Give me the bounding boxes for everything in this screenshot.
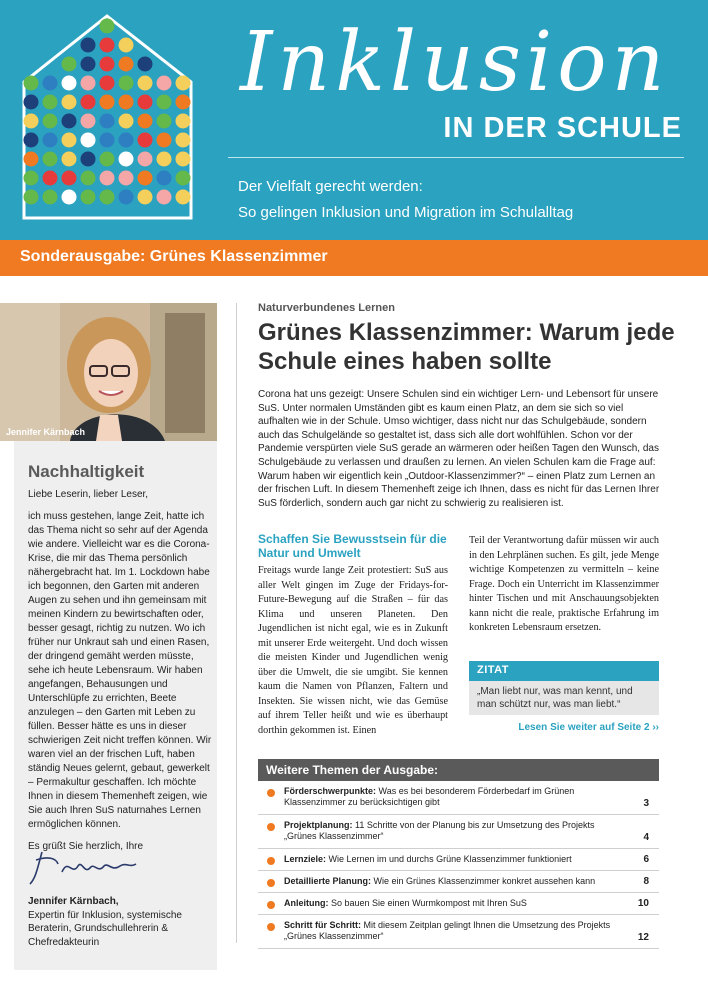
column-divider bbox=[236, 303, 237, 943]
topics-header bbox=[258, 759, 659, 781]
magazine-title: Inklusion bbox=[240, 15, 670, 110]
topic-page-number: 10 bbox=[637, 898, 649, 909]
bullet-dot-icon bbox=[267, 901, 275, 909]
topic-text: Wie ein Grünes Klassenzimmer konkret aussehen kann bbox=[371, 876, 596, 886]
logo-dot bbox=[176, 133, 191, 148]
logo-dot bbox=[138, 133, 153, 148]
logo-dot bbox=[24, 190, 39, 205]
logo-dot bbox=[24, 171, 39, 186]
article-column-1-text: Freitags wurde lange Zeit protestiert: SuS aus aller Welt gingen im Zuge der Fridays-for-Future-Bewegung auf die Straßen – für das Klima und unseren Planeten. Den Jugendlichen ist nicht egal, wie es in Zukunft mit unserer Erde weitergeht. Und doch wissen die meisten Kinder und Jugendlichen wenig über die Umwelt, die sie umgibt. Sie kennen kaum die Namen von Pflanzen, Faltern und Insekten. Sie wissen nicht, wie das Gemüse auf ihrem Teller heißt und wie es überhaupt dorthin gekommen ist. Einen bbox=[258, 565, 448, 736]
editorial-salutation: Liebe Leserin, lieber Leser, bbox=[28, 489, 149, 500]
logo-dot bbox=[81, 190, 96, 205]
author-photo bbox=[0, 303, 217, 441]
logo-dot bbox=[43, 133, 58, 148]
topic-page-number: 12 bbox=[637, 932, 649, 943]
logo-dot bbox=[24, 95, 39, 110]
tagline-line-2: So gelingen Inklusion und Migration im Schulalltag bbox=[238, 204, 574, 221]
logo-dot bbox=[24, 133, 39, 148]
logo-dot bbox=[81, 57, 96, 72]
logo-dot bbox=[62, 114, 77, 129]
topic-item[interactable] bbox=[258, 915, 659, 949]
topic-label: Förderschwerpunkte: bbox=[284, 786, 377, 796]
bullet-dot-icon bbox=[267, 879, 275, 887]
logo-dot bbox=[157, 76, 172, 91]
tagline-line-1: Der Vielfalt gerecht werden: bbox=[238, 178, 423, 195]
logo-dot bbox=[81, 152, 96, 167]
topic-label: Projektplanung: bbox=[284, 820, 353, 830]
logo-dot bbox=[43, 190, 58, 205]
topic-page-number: 6 bbox=[643, 854, 649, 865]
logo-dot bbox=[100, 76, 115, 91]
author-role: Expertin für Inklusion, systemische Beraterin, Grundschullehrerin & Chefredakteurin bbox=[28, 909, 182, 948]
logo-dot bbox=[62, 152, 77, 167]
logo-dot bbox=[157, 95, 172, 110]
author-name: Jennifer Kärnbach, bbox=[28, 896, 119, 907]
article-headline: Grünes Klassenzimmer: Warum jede Schule eines haben sollte bbox=[258, 319, 675, 375]
header-divider bbox=[228, 157, 684, 158]
topic-label: Anleitung: bbox=[284, 898, 329, 908]
logo-dot bbox=[119, 95, 134, 110]
editorial-closing: Es grüßt Sie herzlich, Ihre bbox=[28, 841, 144, 852]
bullet-dot-icon bbox=[267, 857, 275, 865]
logo-dot bbox=[157, 190, 172, 205]
logo-dot bbox=[81, 171, 96, 186]
special-edition-label: Sonderausgabe: Grünes Klassenzimmer bbox=[20, 248, 328, 265]
logo-dot bbox=[100, 19, 115, 34]
article-kicker: Naturverbundenes Lernen bbox=[258, 302, 395, 314]
topic-item[interactable] bbox=[258, 871, 659, 893]
quote-text: „Man liebt nur, was man kennt, und man schützt nur, was man liebt.“ bbox=[469, 681, 659, 715]
topic-page-number: 8 bbox=[643, 876, 649, 887]
magazine-subtitle: IN DER SCHULE bbox=[443, 112, 682, 144]
logo-dot bbox=[100, 114, 115, 129]
logo-dot bbox=[62, 190, 77, 205]
logo-dot bbox=[119, 171, 134, 186]
logo-dot bbox=[138, 76, 153, 91]
bullet-dot-icon bbox=[267, 823, 275, 831]
logo-dot bbox=[24, 152, 39, 167]
logo-dot bbox=[157, 114, 172, 129]
logo-dot bbox=[119, 114, 134, 129]
topics-heading: Weitere Themen der Ausgabe: bbox=[266, 763, 439, 777]
logo-dot bbox=[100, 171, 115, 186]
topic-item[interactable] bbox=[258, 781, 659, 815]
logo-dot bbox=[176, 114, 191, 129]
logo-dot bbox=[176, 95, 191, 110]
bullet-dot-icon bbox=[267, 789, 275, 797]
logo-dot bbox=[100, 133, 115, 148]
logo-dot bbox=[43, 152, 58, 167]
special-edition-band bbox=[0, 240, 708, 276]
editorial-text bbox=[28, 488, 212, 862]
logo-dot bbox=[81, 114, 96, 129]
topic-label: Lernziele: bbox=[284, 854, 327, 864]
tagline bbox=[238, 174, 573, 226]
logo-dot bbox=[138, 152, 153, 167]
topic-text: Was es bei besonderem Förderbedarf im Grünen Klassenzimmer zu berücksichtigen gibt bbox=[284, 786, 575, 807]
logo-dot bbox=[81, 133, 96, 148]
logo-dot bbox=[138, 114, 153, 129]
bullet-dot-icon bbox=[267, 923, 275, 931]
topic-page-number: 3 bbox=[643, 798, 649, 809]
logo-dot bbox=[176, 152, 191, 167]
house-of-colored-dots-icon bbox=[20, 12, 195, 222]
logo-dot bbox=[62, 57, 77, 72]
logo-dot bbox=[157, 152, 172, 167]
article-intro: Corona hat uns gezeigt: Unsere Schulen sind ein wichtiger Lern- und Lebensort für unsere SuS. Unter normalen Umständen gibt es kaum einen Platz, an dem sie sich so viel aufhalten wie in der Schule. Umso wichtiger, dass nicht nur das Schulgebäude, sondern auch das Schulgelände so gestaltet ist, dass sich alle dort wohlfühlen. Schon vor der Pandemie verspürten viele SuS gerade an wärmeren oder heißen Tagen den Wunsch, das Schulgebäude zu verlassen und draußen zu lernen. An vielen Schulen kam die Frage auf: Warum haben wir eigentlich kein „Outdoor-Klassenzimmer?“ – einen Platz zum Lernen an der frischen Luft. In diesem Themenheft zeige ich Ihnen, dass es nicht für das Lernen Ihrer SuS förderlich, sondern auch gar nicht zu schwierig zu realisieren ist. bbox=[258, 389, 660, 509]
article-column-2-text: Teil der Verantwortung dafür müssen wir auch in den Lehrplänen suchen. Es gilt, jede Menge wichtige Kompetenzen zu vermitteln – keine Frage. Doch ein Unterricht im Klassenzimmer hinter Tischen und mit Anschauungsobjekten kann nicht die reale, praktische Erfahrung im konkreten Lebensraum ersetzen. bbox=[469, 535, 659, 633]
article-subhead: Schaffen Sie Bewusstsein für die Natur und Umwelt bbox=[258, 532, 447, 560]
quote-header bbox=[469, 661, 659, 681]
logo-dot bbox=[176, 190, 191, 205]
topic-item[interactable] bbox=[258, 849, 659, 871]
logo-dot bbox=[43, 114, 58, 129]
topics-list bbox=[258, 781, 659, 949]
logo-dot bbox=[24, 114, 39, 129]
topic-text: 11 Schritte von der Planung bis zur Umsetzung des Projekts „Grünes Klassenzimmer“ bbox=[284, 820, 595, 841]
article-column-1 bbox=[258, 532, 448, 738]
logo-dot bbox=[100, 190, 115, 205]
logo-dot bbox=[119, 76, 134, 91]
logo-dot bbox=[157, 171, 172, 186]
logo-dot bbox=[81, 38, 96, 53]
topic-text: Mit diesem Zeitplan gelingt Ihnen die Umsetzung des Projekts „Grünes Klassenzimmer“ bbox=[284, 920, 611, 941]
logo-dot bbox=[100, 152, 115, 167]
logo-dot bbox=[81, 95, 96, 110]
topic-page-number: 4 bbox=[643, 832, 649, 843]
photo-caption: Jennifer Kärnbach bbox=[6, 427, 86, 437]
logo-dot bbox=[100, 95, 115, 110]
author-portrait-image bbox=[0, 303, 217, 441]
logo-dot bbox=[62, 76, 77, 91]
topic-item[interactable] bbox=[258, 815, 659, 849]
logo-dot bbox=[100, 38, 115, 53]
logo-dot bbox=[119, 38, 134, 53]
logo-dot bbox=[43, 95, 58, 110]
logo-dot bbox=[138, 190, 153, 205]
topic-item[interactable] bbox=[258, 893, 659, 915]
editorial-title: Nachhaltigkeit bbox=[28, 462, 145, 481]
logo-dot bbox=[62, 133, 77, 148]
logo-dot bbox=[43, 76, 58, 91]
logo-dot bbox=[100, 57, 115, 72]
author-info bbox=[28, 895, 212, 949]
topic-label: Detaillierte Planung: bbox=[284, 876, 372, 886]
logo-dot bbox=[119, 152, 134, 167]
logo-dot bbox=[138, 57, 153, 72]
editorial-body: ich muss gestehen, lange Zeit, hatte ich das Thema nicht so sehr auf der Agenda wie andere. Vielleicht war es die Corona-Krise, die mir das Thema persönlich nähergebracht hat. Im 1. Lockdown habe ich begonnen, den Garten mit anderen Augen zu sehen und ihn gemeinsam mit meinen Kindern zu bewirtschaften oder, besser gesagt, richtig zu nutzen. Wo ich früher nur Unkraut sah und einen Rasen, der dringend gemäht werden müsste, sehe ich heute Lebensraum. Wir haben angefangen, Behausungen und Unterschlüpfe zu errichten, Beete anzulegen – den Garten mit Leben zu füllen. Besser hätte es uns in dieser schwierigen Zeit nicht treffen können. Wir waren viel an der frischen Luft, haben ständig Neues gelernt, gebaut, gewerkelt – Permakultur geschaffen. Ich möchte Ihnen in diesem Themenheft zeigen, wie Sie auch Ihren SuS naturnahes Lernen ermöglichen können. bbox=[28, 511, 212, 830]
logo-dot bbox=[176, 171, 191, 186]
logo-dot bbox=[119, 133, 134, 148]
logo-dot bbox=[81, 76, 96, 91]
logo-dot bbox=[157, 133, 172, 148]
article-column-2 bbox=[469, 534, 659, 636]
topic-label: Schritt für Schritt: bbox=[284, 920, 362, 930]
logo-dot bbox=[138, 171, 153, 186]
topic-text: So bauen Sie einen Wurmkompost mit Ihren SuS bbox=[328, 898, 527, 908]
logo-dot bbox=[43, 171, 58, 186]
signature-image bbox=[28, 846, 138, 888]
quote-label: ZITAT bbox=[477, 664, 510, 676]
logo-dot bbox=[62, 95, 77, 110]
logo-dot bbox=[24, 76, 39, 91]
masthead bbox=[0, 0, 708, 240]
logo-dot bbox=[176, 76, 191, 91]
read-more-link[interactable]: Lesen Sie weiter auf Seite 2 ›› bbox=[518, 722, 659, 733]
topic-text: Wie Lernen im und durchs Grüne Klassenzimmer funktioniert bbox=[326, 854, 572, 864]
logo-dot bbox=[119, 57, 134, 72]
logo-dot bbox=[62, 171, 77, 186]
logo-dot bbox=[138, 95, 153, 110]
logo-dot bbox=[119, 190, 134, 205]
